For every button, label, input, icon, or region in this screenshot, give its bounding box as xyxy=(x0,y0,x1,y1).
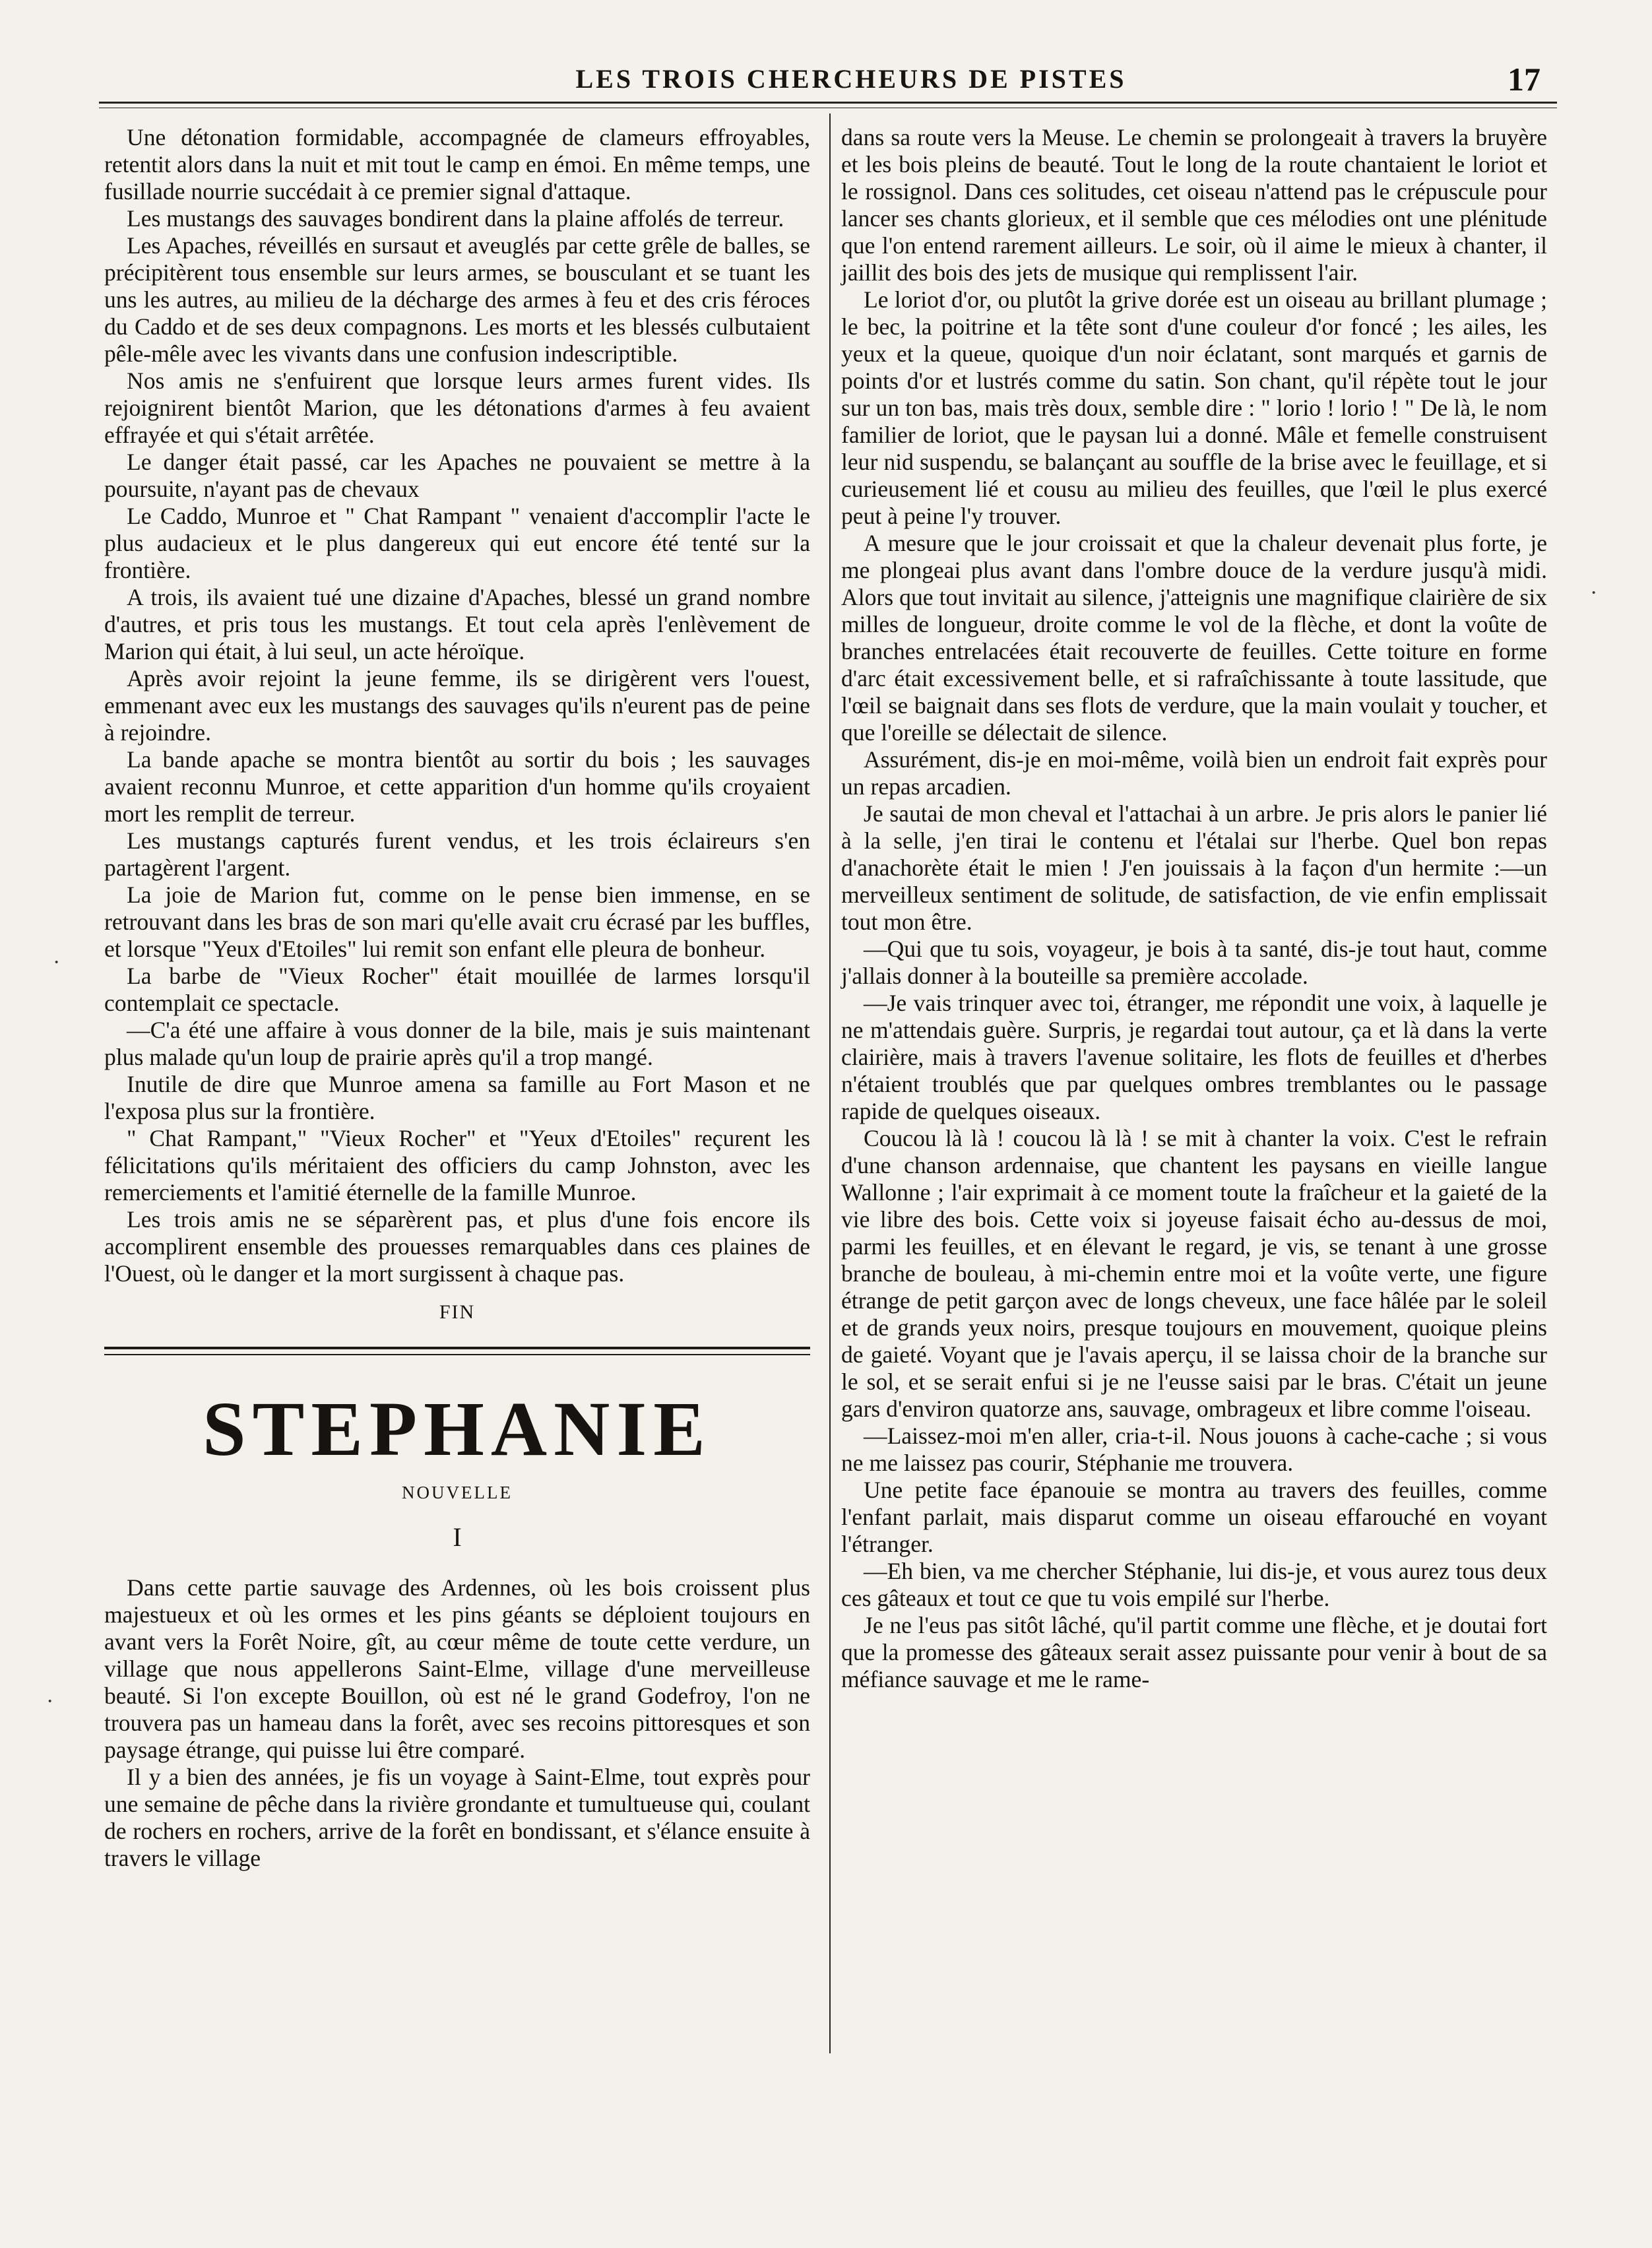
paragraph: Les mustangs capturés furent vendus, et les trois éclaireurs s'en partagèrent l'argent. xyxy=(104,827,810,881)
paragraph: —Qui que tu sois, voyageur, je bois à ta santé, dis-je tout haut, comme j'allais donner à la bouteille sa première accolade. xyxy=(841,936,1547,989)
paragraph: —Je vais trinquer avec toi, étranger, me répondit une voix, à laquelle je ne m'attendais guère. Surpris, je regardai tout autour, ça et là dans la verte clairière, mais à travers l'avenue solitaire, les flots de feuilles et d'herbes n'étaient troublés que par quelques ombres tremblantes ou le passage rapide de quelques oiseaux. xyxy=(841,990,1547,1124)
right-column xyxy=(841,124,1547,1693)
end-marker: FIN xyxy=(439,1301,476,1323)
paragraph: —Eh bien, va me chercher Stéphanie, lui dis-je, et vous aurez tous deux ces gâteaux et tout ce que tu vois empilé sur l'herbe. xyxy=(841,1558,1547,1611)
paragraph: dans sa route vers la Meuse. Le chemin se prolongeait à travers la bruyère et les bois pleins de beauté. Tout le long de la route chantaient le loriot et le rossignol. Dans ces solitudes, cet oiseau n'attend pas le crépuscule pour lancer ses chants glorieux, et il semble que ces mélodies ont une plénitude que l'on entend rarement ailleurs. Le soir, où il aime le mieux à chanter, il jaillit des bois des jets de musique qui remplissent l'air. xyxy=(841,124,1547,286)
paragraph: —C'a été une affaire à vous donner de la bile, mais je suis maintenant plus malade qu'un loup de prairie après qu'il a trop mangé. xyxy=(104,1017,810,1070)
ink-speck: · xyxy=(1590,581,1598,605)
paragraph: Le Caddo, Munroe et " Chat Rampant " venaient d'accomplir l'acte le plus audacieux et le plus dangereux qui eut encore été tenté sur la frontière. xyxy=(104,503,810,583)
left-column xyxy=(104,124,810,1872)
paragraph: Je ne l'eus pas sitôt lâché, qu'il partit comme une flèche, et je doutai fort que la promesse des gâteaux serait assez puissante pour venir à bout de sa méfiance sauvage et me le rame- xyxy=(841,1612,1547,1692)
paragraph: Dans cette partie sauvage des Ardennes, où les bois croissent plus majestueux et où les ormes et les pins géants se déploient toujours en avant vers la Forêt Noire, gît, au cœur même de toute cette verdure, un village que nous appellerons Saint-Elme, village d'une merveilleuse beauté. Si l'on excepte Bouillon, où est né le grand Godefroy, l'on ne trouvera pas un hameau dans la forêt, avec ses recoins pittoresques et son paysage étrange, qui puisse lui être comparé. xyxy=(104,1574,810,1763)
paragraph: Les mustangs des sauvages bondirent dans la plaine affolés de terreur. xyxy=(127,205,784,232)
paragraph: Les trois amis ne se séparèrent pas, et plus d'une fois encore ils accomplirent ensemble des prouesses remarquables dans ces plaines de l'Ouest, où le danger et la mort surgissent à chaque pas. xyxy=(104,1206,810,1287)
paragraph: —Laissez-moi m'en aller, cria-t-il. Nous jouons à cache-cache ; si vous ne me laissez pas courir, Stéphanie me trouvera. xyxy=(841,1423,1547,1476)
paragraph: Une petite face épanouie se montra au travers des feuilles, comme l'enfant parlait, mais disparut comme un oiseau effarouché en voyant l'étranger. xyxy=(841,1477,1547,1557)
paragraph: Nos amis ne s'enfuirent que lorsque leurs armes furent vides. Ils rejoignirent bientôt Marion, que les détonations d'armes à feu avaient effrayée et qui s'était arrêtée. xyxy=(104,368,810,448)
paragraph: Inutile de dire que Munroe amena sa famille au Fort Mason et ne l'exposa plus sur la frontière. xyxy=(104,1071,810,1124)
paragraph: La joie de Marion fut, comme on le pense bien immense, en se retrouvant dans les bras de son mari qu'elle avait cru écrasé par les buffles, et lorsque "Yeux d'Etoiles" lui remit son enfant elle pleura de bonheur. xyxy=(104,882,810,962)
paragraph: Le danger était passé, car les Apaches ne pouvaient se mettre à la poursuite, n'ayant pas de chevaux xyxy=(104,449,810,502)
paragraph: Coucou là là ! coucou là là ! se mit à chanter la voix. C'est le refrain d'une chanson ardennaise, que chantent les paysans en vieille langue Wallonne ; l'air exprimait à ce moment toute la fraîcheur et la gaieté de la vie libre des bois. Cette voix si joyeuse faisait écho au-dessus de moi, parmi les feuilles, et en élevant le regard, je vis, se tenant à une grosse branche de bouleau, à mi-chemin entre moi et la voûte verte, une figure étrange de petit garçon avec de longs cheveux, une face hâlée par le soleil et de grands yeux noirs, presque toujours en mouvement, quoique pleins de gaieté. Voyant que je l'avais aperçu, il se laissa choir de la branche sur le sol, et se serait enfui si je ne l'eusse saisi par le bras. C'était un jeune gars d'environ quatorze ans, sauvage, ombrageux et libre comme l'oiseau. xyxy=(841,1125,1547,1422)
ink-speck: · xyxy=(46,1689,54,1714)
paragraph: Après avoir rejoint la jeune femme, ils se dirigèrent vers l'ouest, emmenant avec eux les mustangs des sauvages qu'ils n'eurent pas de peine à rejoindre. xyxy=(104,665,810,746)
page-number: 17 xyxy=(1508,61,1541,98)
paragraph: " Chat Rampant," "Vieux Rocher" et "Yeux d'Etoiles" reçurent les félicitations qu'ils méritaient des officiers du camp Johnston, avec les remerciements et l'amitié éternelle de la famille Munroe. xyxy=(104,1125,810,1205)
paragraph: La barbe de "Vieux Rocher" était mouillée de larmes lorsqu'il contemplait ce spectacle. xyxy=(104,963,810,1016)
header-rule xyxy=(99,102,1557,108)
paragraph: A mesure que le jour croissait et que la chaleur devenait plus forte, je me plongeai plus avant dans l'ombre douce de la verdure jusqu'à midi. Alors que tout invitait au silence, j'atteignis une magnifique clairière de six milles de longueur, droite comme le vol de la flèche, et dont la voûte de branches entrelacées était recouverte de feuilles. Cette toiture en forme d'arc était excessivement belle, et si rafraîchissante à toute lassitude, que l'œil se baignait dans ses flots de verdure, que la main voulait y toucher, et que l'oreille se délectait de silence. xyxy=(841,530,1547,746)
paragraph: Je sautai de mon cheval et l'attachai à un arbre. Je pris alors le panier lié à la selle, j'en tirai le contenu et l'étalai sur l'herbe. Quel bon repas d'anachorète était le mien ! J'en jouissais à la façon d'un hermite :—un merveilleux sentiment de solitude, de satisfaction, de vie enfin emplissait tout mon être. xyxy=(841,800,1547,935)
chapter-number: I xyxy=(453,1522,462,1552)
running-title: LES TROIS CHERCHEURS DE PISTES xyxy=(575,64,1127,94)
section-rule xyxy=(104,1347,810,1355)
story-subtitle: NOUVELLE xyxy=(402,1483,513,1502)
paragraph: Le loriot d'or, ou plutôt la grive dorée est un oiseau au brillant plumage ; le bec, la poitrine et la tête sont d'une couleur d'or foncé ; les ailes, les yeux et la queue, quoique d'un noir éclatant, sont marqués et garnis de points d'or et lustrés comme du satin. Son chant, qu'il répète tout le jour sur un ton bas, mais très doux, semble dire : " lorio ! lorio ! " De là, le nom familier de loriot, que le paysan lui a donné. Mâle et femelle construisent leur nid suspendu, se balançant au souffle de la brise avec le feuillage, et si curieusement lié et cousu au milieu des feuilles, que l'œil le plus exercé peut à peine l'y trouver. xyxy=(841,286,1547,529)
column-divider xyxy=(829,113,831,2053)
paragraph: Il y a bien des années, je fis un voyage à Saint-Elme, tout exprès pour une semaine de pêche dans la rivière grondante et tumultueuse qui, coulant de rochers en rochers, arrive de la forêt en bondissant, et s'élance ensuite à travers le village xyxy=(104,1764,810,1871)
paragraph: Assurément, dis-je en moi-même, voilà bien un endroit fait exprès pour un repas arcadien. xyxy=(841,746,1547,800)
ink-speck: · xyxy=(53,950,61,975)
story-title: STEPHANIE xyxy=(203,1386,712,1472)
paragraph: La bande apache se montra bientôt au sortir du bois ; les sauvages avaient reconnu Munroe, et cette apparition d'un homme qu'ils croyaient mort les remplit de terreur. xyxy=(104,746,810,827)
running-header xyxy=(99,61,1557,107)
paragraph: Les Apaches, réveillés en sursaut et aveuglés par cette grêle de balles, se précipitèrent tous ensemble sur leurs armes, se bousculant et se tuant les uns les autres, au milieu de la décharge des armes à feu et des cris féroces du Caddo et de ses deux compagnons. Les morts et les blessés culbutaient pêle-mêle avec les vivants dans une confusion indescriptible. xyxy=(104,232,810,367)
paragraph: A trois, ils avaient tué une dizaine d'Apaches, blessé un grand nombre d'autres, et pris tous les mustangs. Et tout cela après l'enlèvement de Marion qui était, à lui seul, un acte héroïque. xyxy=(104,584,810,664)
paragraph: Une détonation formidable, accompagnée de clameurs effroyables, retentit alors dans la nuit et mit tout le camp en émoi. En même temps, une fusillade nourrie succédait à ce premier signal d'attaque. xyxy=(104,124,810,205)
